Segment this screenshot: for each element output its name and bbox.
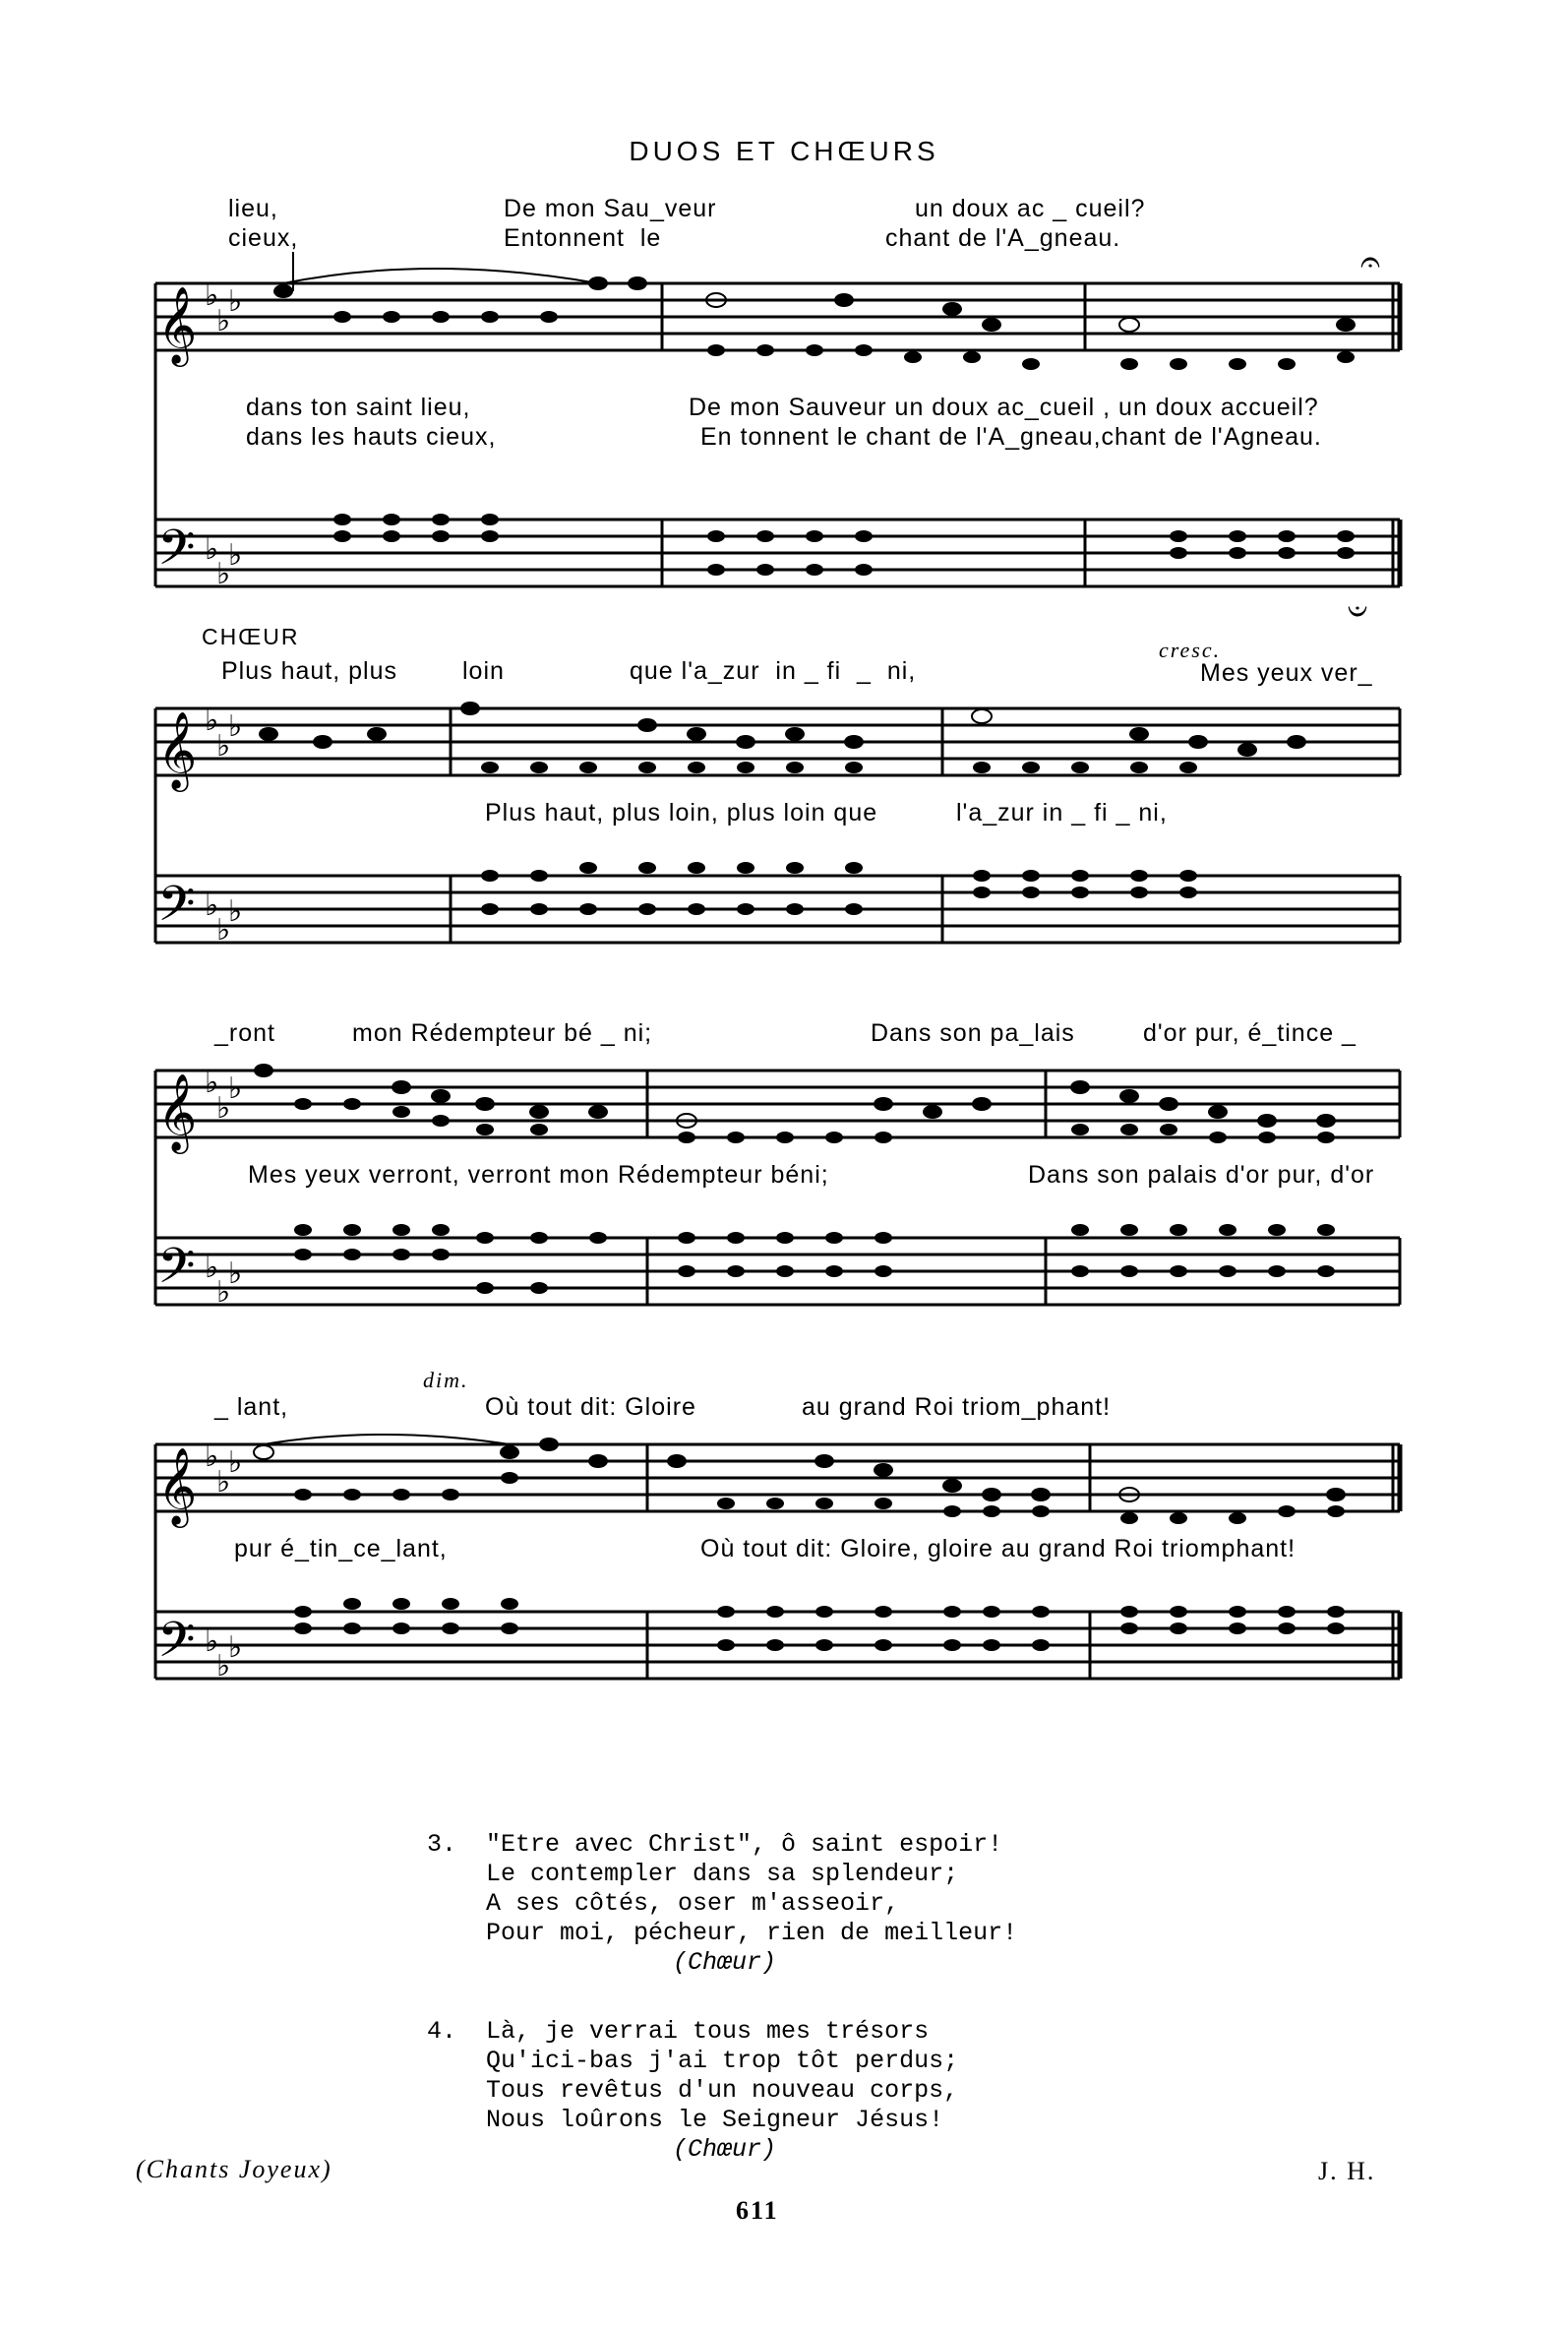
bass-clef-icon: 𝄢: [157, 1238, 196, 1307]
svg-text:♭: ♭: [216, 913, 231, 948]
lyric: _ront: [214, 1019, 275, 1047]
lyric: dans les hauts cieux,: [246, 423, 497, 451]
verse-line: A ses côtés, oser m'asseoir,: [486, 1889, 900, 1918]
dynamic-marking: cresc.: [1159, 638, 1222, 662]
treble-staff: [155, 1439, 1400, 1528]
verse-line: Pour moi, pécheur, rien de meilleur!: [486, 1919, 1018, 1947]
lyric: Mes yeux ver_: [1200, 659, 1373, 687]
svg-text:♭: ♭: [228, 1072, 243, 1106]
treble-clef-icon: 𝄞: [157, 286, 198, 364]
lyric: Plus haut, plus: [221, 657, 397, 685]
lyric: Où tout dit: Gloire, gloire au grand Roi triomphant!: [700, 1535, 1297, 1562]
svg-text:♭: ♭: [216, 1465, 231, 1500]
treble-clef-icon: 𝄞: [157, 1447, 198, 1525]
bass-clef-icon: 𝄢: [157, 1612, 196, 1681]
lyric: Entonnent le: [504, 224, 662, 252]
svg-text:♭: ♭: [216, 1275, 231, 1310]
lyric: Où tout dit: Gloire: [485, 1393, 696, 1421]
svg-text:♭: ♭: [205, 278, 219, 313]
lyric: En tonnent le chant de l'A_gneau,chant de l'Agneau.: [700, 423, 1322, 451]
verse-line: "Etre avec Christ", ô saint espoir!: [486, 1830, 1003, 1859]
verse-line: Le contempler dans sa splendeur;: [486, 1860, 959, 1888]
lyric: pur é_tin_ce_lant,: [234, 1535, 448, 1562]
svg-text:♭: ♭: [228, 538, 243, 573]
fermata-icon: 𝄐: [1360, 244, 1381, 282]
svg-text:♭: ♭: [205, 888, 219, 923]
lyric: dans ton saint lieu,: [246, 394, 471, 421]
verse-line: Tous revêtus d'un nouveau corps,: [486, 2076, 959, 2105]
author-initials: J. H.: [1318, 2157, 1376, 2185]
svg-text:♭: ♭: [228, 1630, 243, 1665]
page-number: 611: [736, 2196, 779, 2225]
lyric: cieux,: [228, 224, 299, 252]
svg-text:𝄑: 𝄑: [1348, 591, 1368, 628]
bass-staff: [155, 876, 1400, 948]
lyric: chant de l'A_gneau.: [885, 224, 1121, 252]
lyric: mon Rédempteur bé _ ni;: [352, 1019, 653, 1047]
treble-staff: [155, 244, 1400, 367]
lyric: lieu,: [228, 195, 278, 222]
source-credit: (Chants Joyeux): [136, 2155, 332, 2183]
verse-refrain: (Chœur): [673, 1948, 777, 1977]
lyric: Plus haut, plus loin, plus loin que: [485, 799, 878, 827]
lyric: De mon Sauveur un doux ac_cueil , un doux accueil?: [689, 394, 1319, 421]
svg-text:♭: ♭: [216, 557, 231, 591]
svg-text:♭: ♭: [205, 704, 219, 738]
svg-text:♭: ♭: [228, 1256, 243, 1291]
verse-number: 3.: [427, 1830, 457, 1859]
svg-text:♭: ♭: [216, 729, 231, 764]
svg-text:♭: ♭: [205, 1624, 219, 1659]
svg-text:♭: ♭: [228, 284, 243, 319]
treble-clef-icon: 𝄞: [157, 711, 198, 789]
svg-text:♭: ♭: [228, 894, 243, 929]
lyric: que l'a_zur in _ fi _ ni,: [630, 657, 917, 685]
lyric: l'a_zur in _ fi _ ni,: [956, 799, 1168, 827]
verse-number: 4.: [427, 2017, 457, 2046]
svg-text:♭: ♭: [205, 1251, 219, 1285]
verse-line: Là, je verrai tous mes trésors: [486, 2017, 930, 2046]
chorus-label: CHŒUR: [202, 624, 300, 649]
lyric: Dans son pa_lais: [871, 1019, 1075, 1047]
svg-text:♭: ♭: [205, 532, 219, 567]
page-title: DUOS ET CHŒURS: [629, 136, 939, 166]
lyric: Mes yeux verront, verront mon Rédempteur béni;: [248, 1161, 829, 1189]
dynamic-marking: dim.: [423, 1368, 469, 1392]
treble-clef-icon: 𝄞: [157, 1073, 198, 1151]
verse-line: Nous loûrons le Seigneur Jésus!: [486, 2106, 944, 2134]
svg-text:♭: ♭: [216, 1649, 231, 1684]
lyric: _ lant,: [214, 1393, 289, 1421]
svg-text:♭: ♭: [205, 1439, 219, 1474]
verse-refrain: (Chœur): [673, 2135, 777, 2164]
verse-line: Qu'ici-bas j'ai trop tôt perdus;: [486, 2047, 959, 2075]
svg-text:♭: ♭: [216, 1091, 231, 1126]
svg-text:♭: ♭: [216, 304, 231, 338]
bass-clef-icon: 𝄢: [157, 876, 196, 945]
svg-text:♭: ♭: [205, 1066, 219, 1100]
treble-staff: [155, 704, 1400, 792]
svg-text:♭: ♭: [228, 1445, 243, 1480]
lyric: un doux ac _ cueil?: [915, 195, 1146, 222]
lyric: d'or pur, é_tince _: [1143, 1019, 1357, 1047]
lyric: au grand Roi triom_phant!: [802, 1393, 1112, 1421]
bass-clef-icon: 𝄢: [157, 520, 196, 588]
svg-text:♭: ♭: [228, 709, 243, 744]
lyric: loin: [462, 657, 505, 685]
lyric: De mon Sau_veur: [504, 195, 717, 222]
lyric: Dans son palais d'or pur, d'or: [1028, 1161, 1375, 1189]
